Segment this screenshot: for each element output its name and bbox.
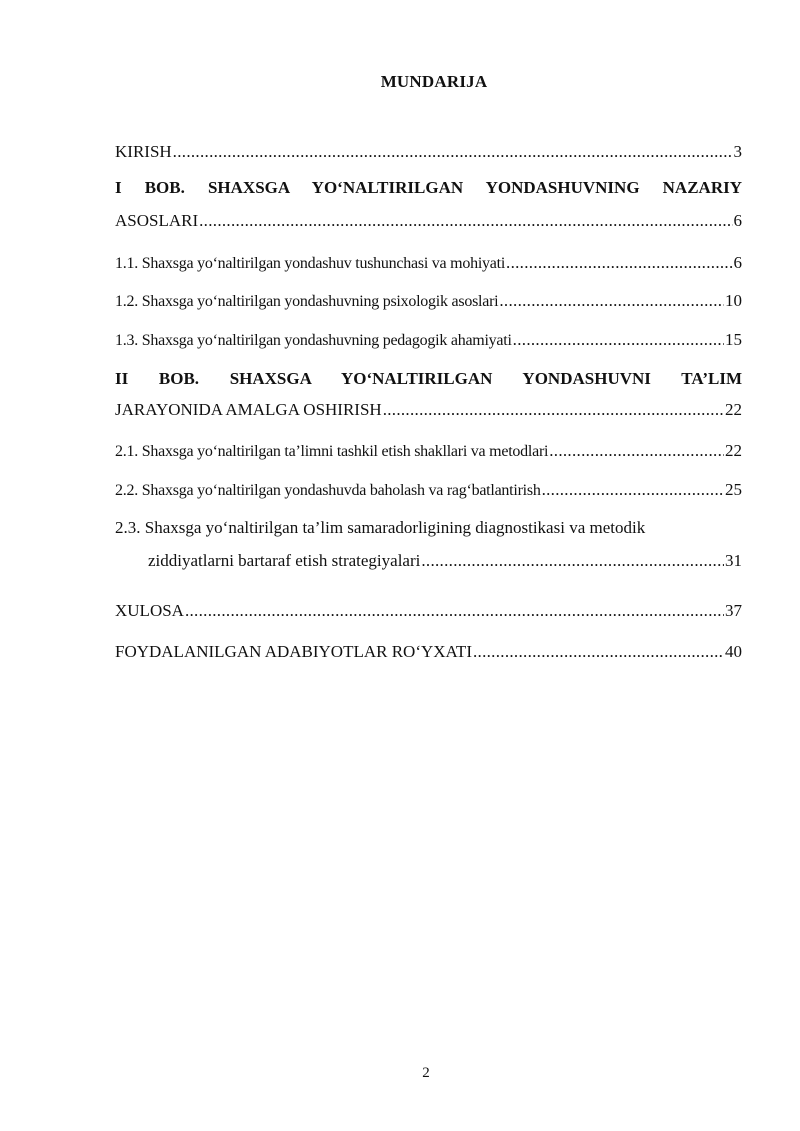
toc-page-number: 6 [733,211,742,230]
toc-chapter-1-heading: I BOB. SHAXSGA YO‘NALTIRILGAN YONDASHUVNING NAZARIY [115,178,742,197]
toc-entry-1-1[interactable] [115,253,742,274]
toc-entry-chapter-2[interactable] [115,400,742,420]
toc-entry-text: 1.2. Shaxsga yo‘naltirilgan yondashuvning psixologik asoslari [115,293,499,310]
toc-leader-dots [549,441,724,461]
toc-entry-text: 1.1. Shaxsga yo‘naltirilgan yondashuv tushunchasi va mohiyati [115,255,506,272]
toc-leader-dots [542,480,724,500]
toc-page-number: 3 [733,142,742,161]
toc-entry-text: ASOSLARI [115,211,199,230]
toc-entry-text: 2.1. Shaxsga yo‘naltirilgan ta’limni tashkil etish shakllari va metodlari [115,443,549,460]
toc-entry-xulosa[interactable] [115,601,742,621]
toc-page-number: 22 [725,441,742,460]
toc-entry-text: 2.3. Shaxsga yo‘naltirilgan ta’lim samaradorligining diagnostikasi va metodik [115,518,646,537]
toc-page-number: 10 [725,291,742,310]
toc-entry-2-1[interactable] [115,441,742,462]
toc-page-number: 31 [725,551,742,570]
toc-entry-2-3[interactable] [115,551,742,571]
toc-entry-text: 1.3. Shaxsga yo‘naltirilgan yondashuvning pedagogik ahamiyati [115,332,512,349]
toc-page-number: 40 [725,642,742,661]
toc-leader-dots [506,253,732,273]
page-number: 2 [422,1065,430,1081]
toc-entry-2-3-first-line [115,518,742,538]
toc-entry-kirish[interactable] [115,142,742,162]
toc-entry-references[interactable] [115,642,742,662]
toc-entry-text: 2.2. Shaxsga yo‘naltirilgan yondashuvda baholash va rag‘batlantirish [115,482,541,499]
toc-entry-2-2[interactable] [115,480,742,501]
toc-leader-dots [499,291,724,311]
toc-leader-dots [199,211,732,231]
toc-entry-text: JARAYONIDA AMALGA OSHIRISH [115,400,382,419]
toc-leader-dots [173,142,733,162]
toc-chapter-2-heading: II BOB. SHAXSGA YO‘NALTIRILGAN YONDASHUVNI TA’LIM [115,369,742,388]
toc-entry-1-3[interactable] [115,330,742,351]
toc-leader-dots [473,642,724,662]
toc-entry-chapter-1[interactable] [115,211,742,231]
page-title: MUNDARIJA [380,72,488,91]
toc-leader-dots [383,400,724,420]
toc-entry-text: FOYDALANILGAN ADABIYOTLAR RO‘YXATI [115,642,472,661]
toc-entry-text: KIRISH [115,142,172,161]
toc-page-number: 22 [725,400,742,419]
toc-page-number: 6 [733,253,742,272]
toc-page-number: 37 [725,601,742,620]
toc-entry-1-2[interactable] [115,291,742,312]
toc-entry-text: ziddiyatlarni bartaraf etish strategiyalari [148,551,421,570]
toc-leader-dots [421,551,724,571]
toc-leader-dots [185,601,724,621]
toc-page-number: 15 [725,330,742,349]
toc-page-number: 25 [725,480,742,499]
toc-entry-text: XULOSA [115,601,184,620]
toc-leader-dots [513,330,724,350]
